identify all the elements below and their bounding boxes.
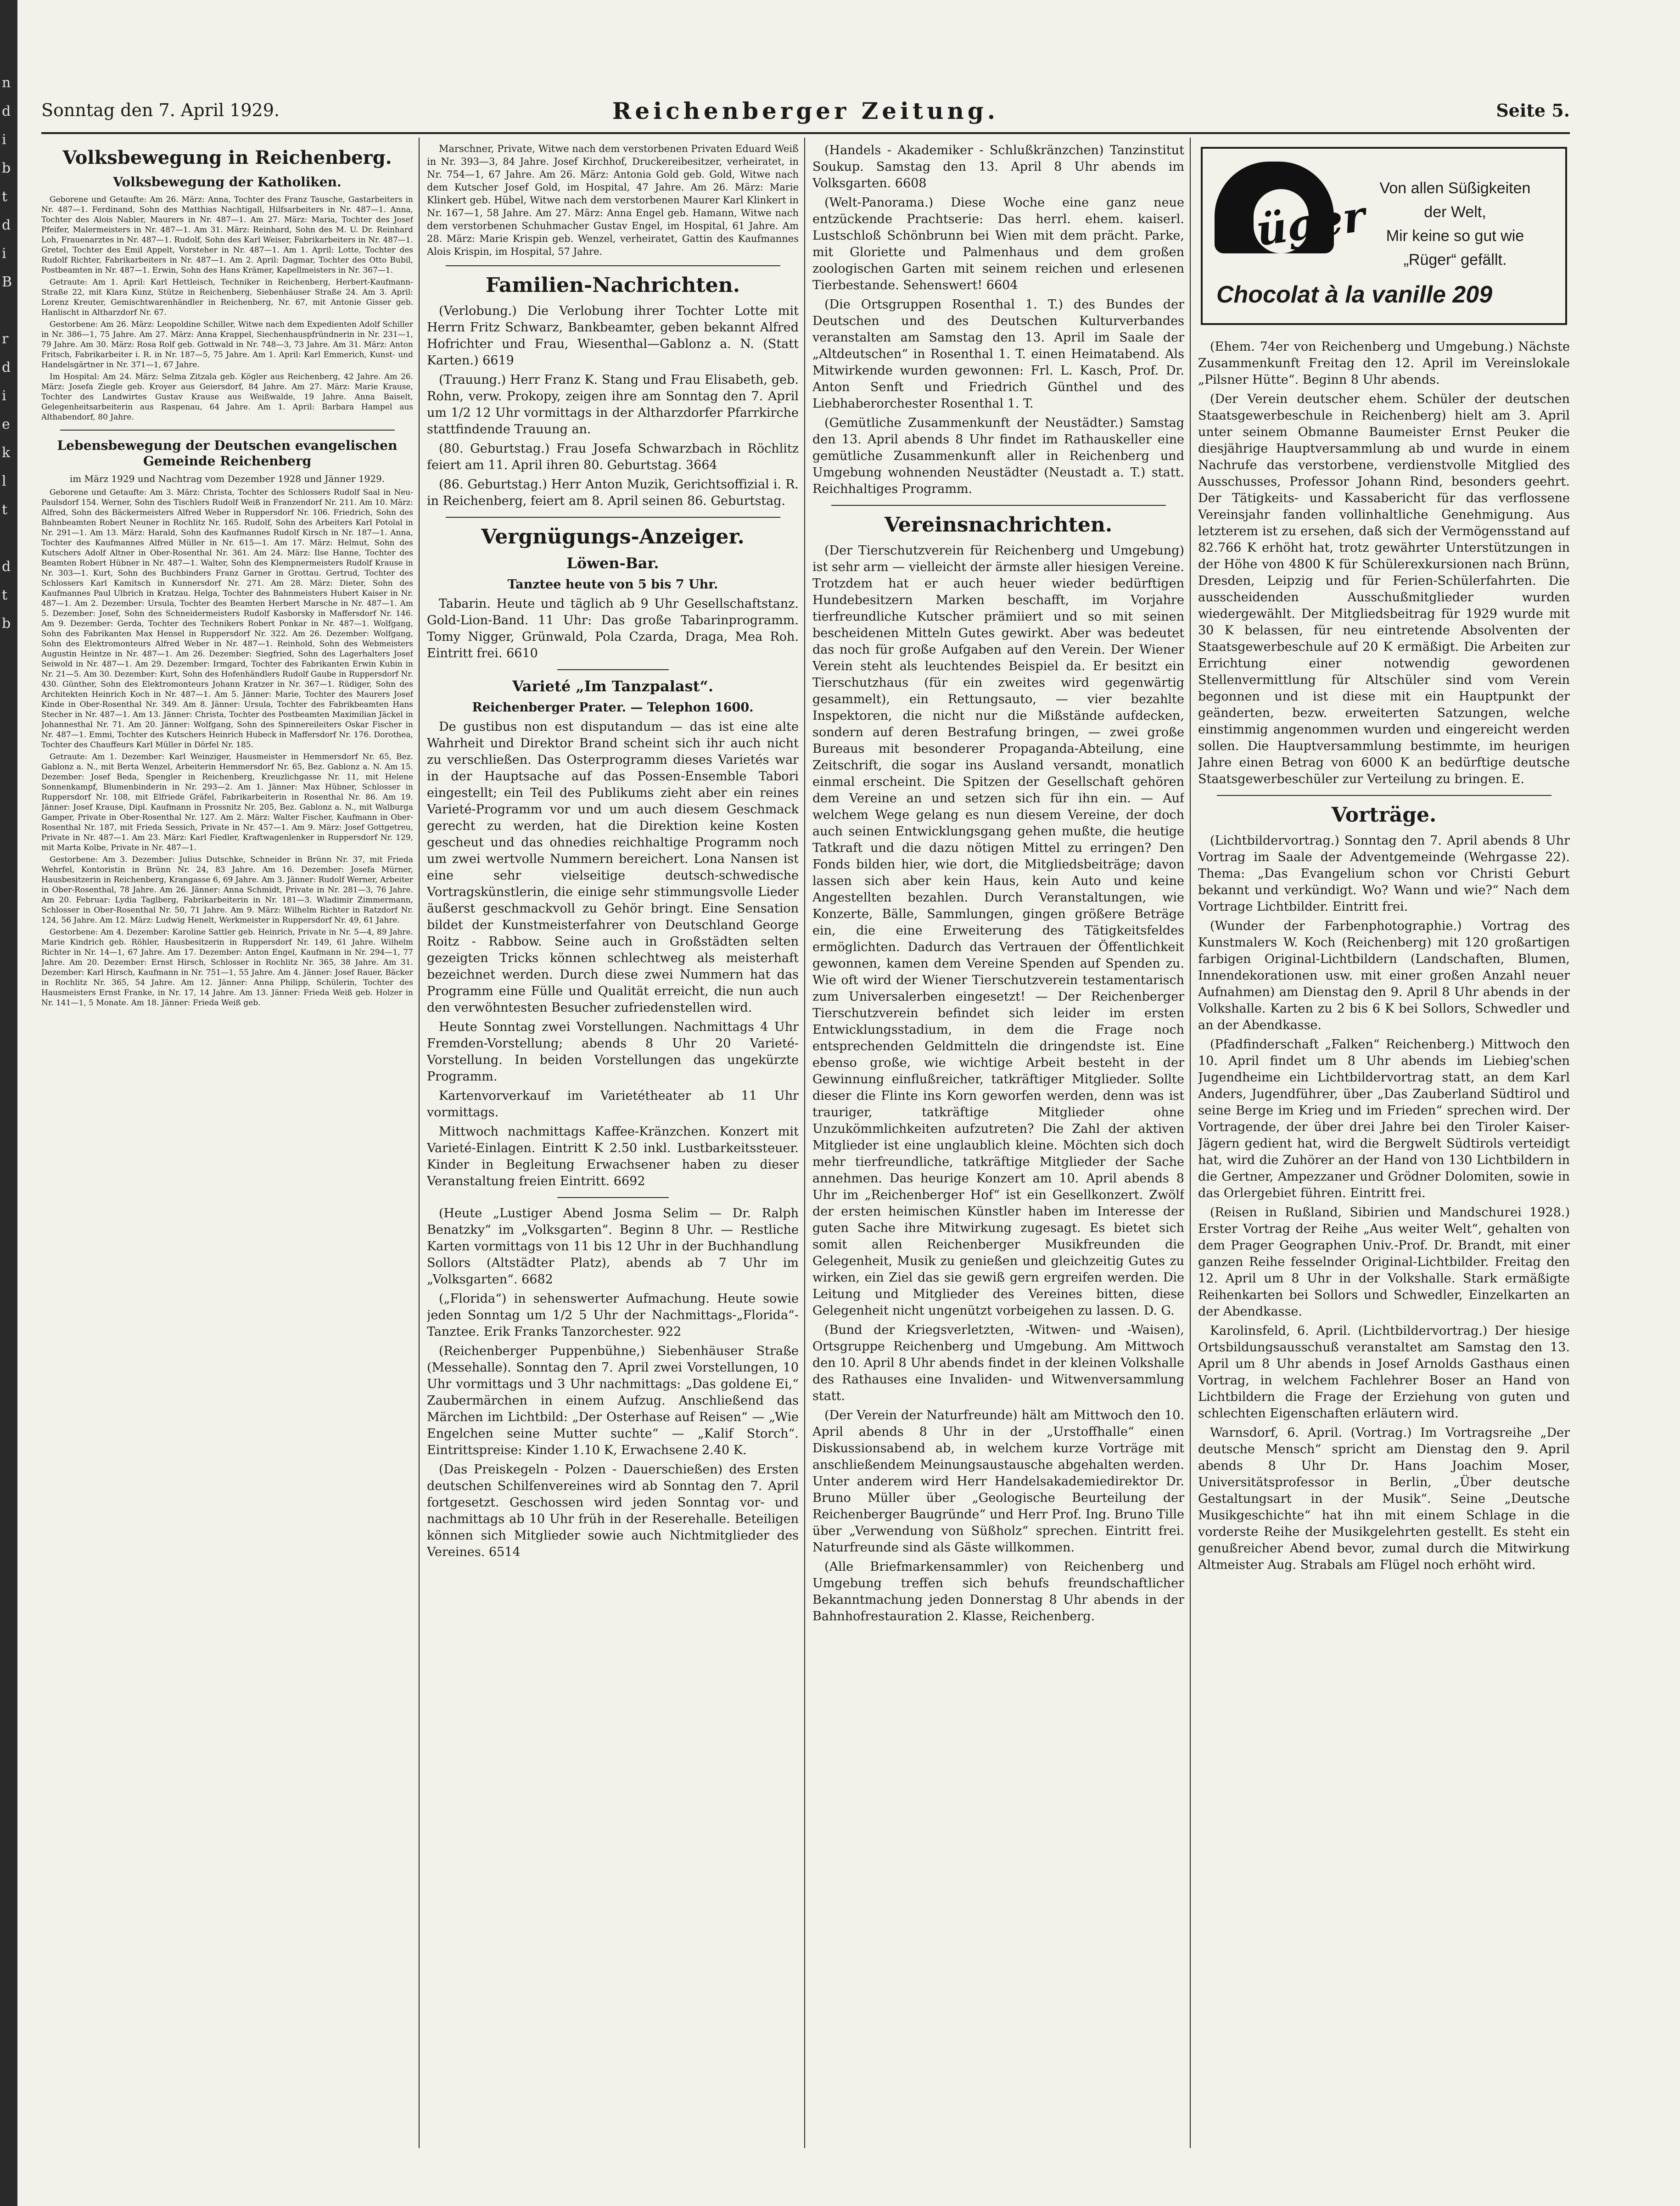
- header-page-number: Seite 5.: [1496, 100, 1570, 121]
- column-vereinsnachrichten: [812, 142, 1184, 2153]
- paragraph: (Reichenberger Puppenbühne,) Siebenhäuser Straße (Messehalle). Sonntag den 7. April zwei Vorstellungen, 10 Uhr vormittags und 3 Uhr nachmittags: „Das goldene Ei,“ Zaubermärchen in einem Aufzug. Anschließend das Märchen im Lichtbild: „Der Osterhase auf Reisen“ — „Wie Engelchen seine Mutter suchte“ — „Kalif Storch“. Eintrittspreise: Kinder 1.10 K, Erwachsene 2.40 K.: [427, 1344, 799, 1457]
- paragraph: (86. Geburtstag.) Herr Anton Muzik, Gerichtsoffizial i. R. in Reichenberg, feiert am 8. April seinen 86. Geburtstag.: [427, 477, 799, 508]
- column-rule-3: [1190, 138, 1191, 2148]
- header-title: Reichenberger Zeitung.: [612, 97, 999, 124]
- column-familie-vergnuegung: [427, 142, 799, 2153]
- header-rule: [41, 132, 1570, 134]
- paragraph: (Bund der Kriegsverletzten, -Witwen- und -Waisen), Ortsgruppe Reichenberg und Umgebung. Am Mittwoch den 10. April 8 Uhr abends findet in der kleinen Volkshalle des Rathauses eine Invaliden- und Witwenversammlung statt.: [812, 1323, 1184, 1403]
- section-title-vergnuegungs-anzeiger: Vergnügungs-Anzeiger.: [481, 525, 745, 549]
- separator: [1217, 795, 1551, 796]
- ad-slogan: [1354, 176, 1556, 272]
- subtitle-evangelisch: im März 1929 und Nachtrag vom Dezember 1928 und Jänner 1929.: [69, 473, 385, 484]
- ad-product-name: Chocolat à la vanille 209: [1216, 281, 1493, 308]
- paragraph: (Alle Briefmarkensammler) von Reichenberg und Umgebung treffen sich behufs freundschaftlicher Bekanntmachung jeden Donnerstag 8 Uhr abends in der Bahnhofrestauration 2. Klasse, Reichenberg.: [812, 1560, 1184, 1624]
- ad-slogan-line: „Rüger“ gefällt.: [1403, 251, 1507, 269]
- subtitle-variete: Varieté „Im Tanzpalast“.: [512, 677, 713, 695]
- paragraph: Tabarin. Heute und täglich ab 9 Uhr Gesellschaftstanz. Gold-Lion-Band. 11 Uhr: Das große Tabarinprogramm. Tomy Nigger, Grünwald, Pola Czarda, Draga, Mea Roh. Eintritt frei. 6610: [427, 597, 799, 661]
- paragraph: (Ehem. 74er von Reichenberg und Umgebung.) Nächste Zusammenkunft Freitag den 12. April im Vereinslokale „Pilsner Hütte“. Beginn 8 Uhr abends.: [1198, 340, 1570, 387]
- column-rule-2: [804, 138, 805, 2148]
- paragraph: (Der Verein der Naturfreunde) hält am Mittwoch den 10. April abends 8 Uhr in der „Urstoffhalle“ einen Diskussionsabend ab, in welchem kurze Vorträge mit anschließendem Meinungsaustausche abgehalten werden. Unter anderem wird Herr Handelsakademiedirektor Dr. Bruno Müller über „Geologische Beurteilung der Reichenberger Baugründe“ und Herr Prof. Ing. Bruno Tille über „Verwendung von Süßholz“ sprechen. Eintritt frei. Naturfreunde sind als Gäste willkommen.: [812, 1408, 1184, 1555]
- section-title-familien-nachrichten: Familien-Nachrichten.: [485, 274, 740, 297]
- paragraph: (Welt-Panorama.) Diese Woche eine ganz neue entzückende Prachtserie: Das herrl. ehem. kaiserl. Lustschloß Schönbrunn bei Wien mit dem prächt. Parke, mit Gloriette und Palmenhaus und dem großen zoologischen Garten mit seinem reichen und erlesenen Tierbestande. Sehenswert! 6604: [812, 196, 1184, 292]
- paragraph: (Das Preiskegeln - Polzen - Dauerschießen) des Ersten deutschen Schilfenvereines wird ab Sonntag den 7. April fortgesetzt. Geschossen wird jeden Sonntag vor- und nachmittags ab 10 Uhr früh in der Reserehalle. Beteiligen können sich Mitglieder sowie auch Nichtmitglieder des Vereines. 6514: [427, 1462, 799, 1559]
- variete-address: Reichenberger Prater. — Telephon 1600.: [472, 700, 754, 715]
- paragraph: (80. Geburtstag.) Frau Josefa Schwarzbach in Röchlitz feiert am 11. April ihren 80. Geburtstag. 3664: [427, 442, 799, 472]
- paragraph: (Reisen in Rußland, Sibirien und Mandschurei 1928.) Erster Vortrag der Reihe „Aus weiter Welt“, gehalten von dem Prager Geographen Univ.-Prof. Dr. Brandt, mit einer ganzen Reihe fesselnder Original-Lichtbilder. Freitag den 12. April um 8 Uhr in der Volkshalle. Stark ermäßigte Reihenkarten bei Sollors und Schwedler, Einzelkarten an der Abendkasse.: [1198, 1205, 1570, 1319]
- ad-brand-logo: Rüger: [1218, 191, 1368, 261]
- separator: [557, 1197, 669, 1198]
- paragraph: („Florida“) in sehenswerter Aufmachung. Heute sowie jeden Sonntag um 1/2 5 Uhr der Nachmittags-„Florida“-Tanztee. Erik Franks Tanzorchester. 922: [427, 1292, 799, 1339]
- paragraph: Kartenvorverkauf im Varietétheater ab 11 Uhr vormittags.: [427, 1089, 799, 1120]
- paragraph: (Handels - Akademiker - Schlußkränzchen) Tanzinstitut Soukup. Samstag den 13. April 8 Uhr abends im Volksgarten. 6608: [812, 143, 1184, 190]
- paragraph: (Heute „Lustiger Abend Josma Selim — Dr. Ralph Benatzky“ im „Volksgarten“. Beginn 8 Uhr. — Restliche Karten vormittags von 11 bis 12 Uhr in der Buchhandlung Sollors (Altstädter Platz), abends ab 7 Uhr im „Volksgarten“. 6682: [427, 1206, 799, 1287]
- paragraph: (Pfadfinderschaft „Falken“ Reichenberg.) Mittwoch den 10. April findet um 8 Uhr abends im Liebieg'schen Jugendheime ein Lichtbildervortrag statt, an dem Karl Anders, Jugendführer, über „Das Zauberland Südtirol und seine Berge im Krieg und im Frieden“ sprechen wird. Der Vortragende, der über drei Jahre bei den Tiroler Kaiser-Jägern gedient hat, wird die Bergwelt Südtirols verteidigt hat, wird die Zuhörer an der Hand von 130 Lichtbildern in die Gertner, Ampezzaner und Grödner Dolomiten, sowie in das Orlergebiet führen. Eintritt frei.: [1198, 1037, 1570, 1200]
- paragraph: Gestorbene: Am 26. März: Leopoldine Schiller, Witwe nach dem Expedienten Adolf Schiller in Nr. 386—1, 75 Jahre. Am 27. März: Anna Krappel, Siechenhauspfründnerin in Nr. 231—1, 79 Jahre. Am 30. März: Rosa Rolf geb. Gottwald in Nr. 748—3, 73 Jahre. Am 31. März: Anton Fritsch, Fabrikarbeiter i. R. in Nr. 187—5, 75 Jahre. Am 1. April: Karl Emmerich, Kunst- und Handelsgärtner in Nr. 371—1, 67 Jahre.: [41, 320, 413, 370]
- paragraph: (Wunder der Farbenphotographie.) Vortrag des Kunstmalers W. Koch (Reichenberg) mit 120 großartigen farbigen Original-Lichtbildern (Landschaften, Blumen, Innendekorationen usw. mit einer großen Anzahl neuer Aufnahmen) am Dienstag den 9. April 8 Uhr abends in der Volkshalle. Karten zu 2 bis 6 K bei Sollors, Schwedler und an der Abendkasse.: [1198, 919, 1570, 1032]
- separator: [557, 669, 669, 670]
- separator: [831, 505, 1166, 506]
- section-title-volksbewegung: Volksbewegung in Reichenberg.: [62, 147, 392, 168]
- rueger-chocolate-advertisement: [1201, 147, 1567, 325]
- paragraph: Geborene und Getaufte: Am 26. März: Anna, Tochter des Franz Tausche, Gastarbeiters in Nr. 487—1. Ferdinand, Sohn des Matthias Nachtigall, Hilfsarbeiters in Nr. 487—1. Anna, Tochter des Alois Nabler, Maurers in Nr. 487—1. Am 27. März: Maria, Tochter des Josef Pfeifer, Malermeisters in Nr. 487—1. Am 31. März: Reinhard, Sohn des M. U. Dr. Reinhard Loh, Frauenarztes in Nr. 487—1. Rudolf, Sohn des Karl Weiser, Fabrikarbeiters in Nr. 487—1. Gretel, Tochter des Emil Appelt, Vorsteher in Nr. 487—1. Am 1. April: Lotte, Tochter des Rudolf Richter, Fabrikarbeiters in Nr. 487—1. Am 2. April: Dagmar, Tochter des Otto Bubil, Postbeamten in Nr. 487—1. Erwin, Sohn des Hans Krämer, Kapellmeisters in Nr. 367—1.: [41, 195, 413, 275]
- paragraph: Getraute: Am 1. Dezember: Karl Weinziger, Hausmeister in Hemmersdorf Nr. 65, Bez. Gablonz a. N., mit Berta Wenzel, Arbeiterin Hemmersdorf Nr. 65, Bez. Gablonz a. N. Am 15. Dezember: Josef Beda, Spengler in Reichenberg, Kreuzlichgasse Nr. 11, mit Helene Sonnenkampf, Blumenbinderin in Nr. 293—2. Am 1. Jänner: Max Hübner, Schlosser in Ruppersdorf Nr. 108, mit Elfriede Gräfel, Fabrikarbeiterin in Rosenthal Nr. 86. Am 19. Jänner: Josef Krause, Dipl. Kaufmann in Prossnitz Nr. 205, Bez. Gablonz a. N., mit Walburga Gamper, Private in Ober-Rosenthal Nr. 127. Am 2. März: Walter Fischer, Kaufmann in Ober-Rosenthal Nr. 187, mit Frieda Sessich, Private in Nr. 457—1. Am 9. März: Josef Gottgetreu, Private in Nr. 487—1. Am 23. März: Karl Fiedler, Kraftwagenlenker in Ruppersdorf Nr. 129, mit Marta Kolbe, Private in Nr. 487—1.: [41, 752, 413, 852]
- section-title-evangelisch: Lebensbewegung der Deutschen evangelischen Gemeinde Reichenberg: [57, 438, 398, 469]
- paragraph: Geborene und Getaufte: Am 3. März: Christa, Tochter des Schlossers Rudolf Saal in Neu-Paulsdorf 154. Werner, Sohn des Tischlers Rudolf Weiß in Franzendorf Nr. 211. Am 10. März: Alfred, Sohn des Bäckermeisters Alfred Weber in Ruppersdorf Nr. 106. Friedrich, Sohn des Bahnbeamten Robert Neuner in Rochlitz Nr. 165. Rudolf, Sohn des Arbeiters Karl Potolal in Nr. 291—1. Am 13. März: Harald, Sohn des Kaufmannes Rudolf Kirsch in Nr. 187—1. Anna, Tochter des Kaufmannes Alfred Müller in Nr. 615—1. Am 17. März: Helmut, Sohn des Kutschers Adolf Altner in Ober-Rosenthal Nr. 361. Am 24. März: Ilse Hanne, Tochter des Beamten Robert Hübner in Nr. 487—1. Walter, Sohn des Klempnermeisters Rudolf Krause in Nr. 303—1. Kurt, Sohn des Buchbinders Franz Garner in Grottau. Gertrud, Tochter des Schlossers Karl Kamitsch in Kunnersdorf Nr. 271. Am 28. März: Dieter, Sohn des Kaufmannes Paul Ulbrich in Kratzau. Helga, Tochter des Bahnmeisters Hubert Kaiser in Nr. 487—1. Am 2. Dezember: Ursula, Tochter des Beamten Herbert Marsche in Nr. 487—1. Am 5. Dezember: Josef, Sohn des Schneidermeisters Rudolf Kasborsky in Maffersdorf Nr. 146. Am 9. Dezember: Gerda, Tochter des Technikers Robert Ponkar in Nr. 487—1. Wolfgang, Sohn des Fabrikanten Max Hensel in Ruppersdorf Nr. 322. Am 26. Dezember: Wolfgang, Sohn des Elektromonteurs Alfred Weber in Nr. 487—1. Reinhold, Sohn des Webmeisters Augustin Heintze in Nr. 487—1. Am 26. Dezember: Siegfried, Sohn des Lagerhalters Josef Seiwold in Nr. 487—1. Am 29. Dezember: Irmgard, Tochter des Fabrikanten Erwin Kubin in Nr. 21—5. Am 30. Dezember: Kurt, Sohn des Hofenhändlers Rudolf Gaube in Ruppersdorf Nr. 430. Günther, Sohn des Elektromonteurs Johann Kratzer in Nr. 367—1. Rüdiger, Sohn des Architekten Heinrich Koch in Nr. 487—1. Am 5. Jänner: Marie, Tochter des Maurers Josef Kinde in Ober-Rosenthal Nr. 349. Am 8. Jänner: Ursula, Tochter des Fabrikbeamten Hans Stecher in Nr. 487—1. Am 13. Jänner: Christa, Tochter des Postbeamten Maximilian Jäckel in Johannesthal Nr. 71. Am 20. Jänner: Wolfgang, Sohn des Spinnereileiters Oskar Fischer in Nr. 487—1. Emmi, Tochter des Kutschers Heinrich Hubeck in Maffersdorf Nr. 176. Dorothea, Tochter des Chauffeurs Karl Müller in Dörfel Nr. 185.: [41, 488, 413, 750]
- paragraph: Getraute: Am 1. April: Karl Hettleisch, Techniker in Reichenberg, Herbert-Kaufmann-Straße 22, mit Klara Kunz, Stütze in Reichenberg, Siebenhäuser Straße 24. Am 3. April: Lorenz Kreuter, Gemischtwarenhändler in Reichenberg, Nr. 67, mit Antonie Gisser geb. Hanlischt in Altharzdorf Nr. 67.: [41, 278, 413, 317]
- separator: [446, 265, 780, 266]
- paragraph: Gestorbene: Am 4. Dezember: Karoline Sattler geb. Heinrich, Private in Nr. 5—4, 89 Jahre. Marie Kindrich geb. Röhler, Hausbesitzerin in Ruppersdorf Nr. 149, 61 Jahre. Wilhelm Richter in Nr. 14—1, 67 Jahre. Am 17. Dezember: Anton Engel, Kaufmann in Nr. 294—1, 77 Jahre. Am 20. Dezember: Ernst Hirsch, Schlosser in Rochlitz Nr. 365, 38 Jahre. Am 31. Dezember: Karl Hirsch, Kaufmann in Nr. 751—1, 55 Jahre. Am 4. Jänner: Josef Rauer, Bäcker in Rochlitz Nr. 365, 54 Jahre. Am 12. Jänner: Anna Philipp, Schülerin, Tochter des Hausmeisters Ernst Franke, in Nr. 17, 14 Jahre. Am 13. Jänner: Frieda Weiß geb. Holzer in Nr. 141—1, 5 Monate. Am 18. Jänner: Frieda Weiß geb.: [41, 928, 413, 1008]
- page-header: [41, 97, 1570, 132]
- paragraph: (Trauung.) Herr Franz K. Stang und Frau Elisabeth, geb. Rohn, verw. Prokopy, zeigen ihre am Sonntag den 7. April um 1/2 12 Uhr vormittags in der Altharzdorfer Pfarrkirche stattfindende Trauung an.: [427, 373, 799, 437]
- paragraph: (Lichtbildervortrag.) Sonntag den 7. April abends 8 Uhr Vortrag im Saale der Adventgemeinde (Wehrgasse 22). Thema: „Das Evangelium schon vor Christi Geburt bekannt und verkündigt. Wo? Wann und wie?“ Nach dem Vortrage Lichtbilder. Eintritt frei.: [1198, 834, 1570, 914]
- ad-slogan-line: Mir keine so gut wie: [1386, 227, 1524, 245]
- edge-letters: n d i b t d i B r d i e k l t d t b: [2, 75, 12, 632]
- ad-slogan-line: der Welt,: [1424, 203, 1486, 221]
- scan-edge-strip: [0, 0, 17, 2206]
- paragraph: Warnsdorf, 6. April. (Vortrag.) Im Vortragsreihe „Der deutsche Mensch“ spricht am Dienstag den 9. April abends 8 Uhr Dr. Hans Joachim Moser, Universitätsprofessor in Berlin, „Über deutsche Gestaltungsart in der Musik“. Seine „Deutsche Musikgeschichte“ hat ihn mit einem Schlage in die vorderste Reihe der Musikgelehrten gestellt. Es steht ein genußreicher Abend bevor, zumal durch die Mitwirkung Altmeister Aug. Strabals am Flügel noch erhöht wird.: [1198, 1426, 1570, 1572]
- subtitle-loewen-bar: Löwen-Bar.: [566, 554, 659, 572]
- newspaper-page: [41, 92, 1570, 2157]
- column-volksbewegung: [41, 142, 413, 2153]
- paragraph: (Der Verein deutscher ehem. Schüler der deutschen Staatsgewerbeschule in Reichenberg) hielt am 3. April unter seinem Obmanne Baumeister Ernst Peuker die diesjährige Hauptversammlung ab und wurde in einem Nachrufe das verstorbene, verdienstvolle Mitglied des Ausschusses, Professor Johann Rind, besonders geehrt. Der Tätigkeits- und Kassabericht für das verflossene Vereinsjahr fanden vollinhaltliche Genehmigung. Aus letzterem ist zu ersehen, daß sich der Vermögensstand auf 82.766 K erhöht hat, trotz gewährter Unterstützungen in der Höhe von 4800 K für Schülerexkursionen nach Brünn, Dresden, Leipzig und für Ferien-Schülerfahrten. Die ausscheidenden Ausschußmitglieder wurden wiedergewählt. Der Mitgliedsbeitrag für 1929 wurde mit 30 K belassen, für neu eintretende Absolventen der Staatsgewerbeschule auf 20 K ermäßigt. Die Arbeiten zur Errichtung einer notwendig gewordenen Stellenvermittlung für Altschüler sind vom Verein begonnen und ist diese mit ein Hauptpunkt der geänderten, bezw. erweiterten Satzungen, welche einstimmig angenommen wurden und eingereicht werden sollen. Die Hauptversammlung bestimmte, im heurigen Jahre einen Betrag von 6000 K an bedürftige deutsche Staatsgewerbeschüler zur Verteilung zu bringen. E.: [1198, 392, 1570, 786]
- paragraph: Im Hospital: Am 24. März: Selma Zitzala geb. Kögler aus Reichenberg, 42 Jahre. Am 26. März: Josefa Ziegle geb. Kroyer aus Geiersdorf, 84 Jahre. Am 27. März: Marie Krause, Tochter des Landwirtes Gustav Krause aus Weißwalde, 19 Jahre. Anna Baiselt, Gelegenheitsarbeiterin aus Raspenau, 64 Jahre. Am 1. April: Barbara Hampel aus Althabendorf, 80 Jahre.: [41, 372, 413, 422]
- subtitle-katholiken: Volksbewegung der Katholiken.: [113, 174, 342, 190]
- section-title-vereinsnachrichten: Vereinsnachrichten.: [884, 513, 1113, 537]
- paragraph: Heute Sonntag zwei Vorstellungen. Nachmittags 4 Uhr Fremden-Vorstellung; abends 8 Uhr 20 Varieté-Vorstellung. In beiden Vorstellungen das ungekürzte Programm.: [427, 1020, 799, 1084]
- paragraph: (Die Ortsgruppen Rosenthal 1. T.) des Bundes der Deutschen und des Deutschen Kulturverbandes veranstalten am Samstag den 13. April im Saale der „Altdeutschen“ in Rosenthal 1. T. einen Heimatabend. Als Mitwirkende wurden gewonnen: Frl. L. Kasch, Prof. Dr. Anton Senft und Friedrich Günthel und des Liebhaberorchester Rosenthal 1. T.: [812, 297, 1184, 411]
- ad-slogan-line: Von allen Süßigkeiten: [1379, 179, 1531, 197]
- section-title-vortraege: Vorträge.: [1331, 803, 1437, 827]
- paragraph: Tanztee heute von 5 bis 7 Uhr.: [507, 577, 718, 592]
- paragraph: Gestorbene: Am 3. Dezember: Julius Dutschke, Schneider in Brünn Nr. 37, mit Frieda Wehrfel, Kontoristin in Brünn Nr. 24, 83 Jahre. Am 16. Dezember: Josefa Mürner, Hausbesitzerin in Reichenberg, Krangasse 6, 69 Jahre. Am 3. Jänner: Rudolf Werner, Arbeiter in Ober-Rosenthal, 78 Jahre. Am 26. Jänner: Anna Schmidt, Private in Nr. 281—3, 76 Jahre. Am 20. Februar: Lydia Taglberg, Fabrikarbeiterin in Nr. 181—3. Wladimir Zimmermann, Schlosser in Ober-Rosenthal Nr. 50, 71 Jahre. Am 9. März: Wilhelm Richter in Ratzdorf Nr. 124, 56 Jahre. Am 12. März: Ludwig Henelt, Werkmeister in Ruppersdorf Nr. 49, 61 Jahre.: [41, 855, 413, 925]
- column-rule-1: [419, 138, 420, 2148]
- paragraph: De gustibus non est disputandum — das ist eine alte Wahrheit und Direktor Brand scheint sich ihr auch nicht zu verschließen. Das Osterprogramm dieses Varietés war in der Hauptsache auf das Possen-Ensemble Tabori eingestellt; ein Teil des Publikums zieht aber ein reines Varieté-Programm vor und um auch diesem Geschmack gerecht zu werden, hat die Direktion keine Kosten gescheut und das ohnedies reichhaltige Programm noch um zwei wertvolle Nummern bereichert. Lona Nansen ist eine sehr vielseitige deutsch-schwedische Vortragskünstlerin, die einige sehr stimmungsvolle Lieder äußerst geschmackvoll zu Gehör bringt. Eine Sensation bildet der Kunstmeisterfahrer von Deutschland George Roitz - Rabbow. Seine auch in Großstädten selten gezeigten Tricks können schlechtweg als meisterhaft bezeichnet werden. Durch diese zwei Nummern hat das Programm eine Fülle und Qualität erreicht, die nun auch den verwöhntesten Besucher zufriedenstellen wird.: [427, 720, 799, 1015]
- paragraph: (Der Tierschutzverein für Reichenberg und Umgebung) ist sehr arm — vielleicht der ärmste aller hiesigen Vereine. Trotzdem hat er auch heuer wieder bedürftigen Hundebesitzern Marken beschafft, im Vorjahre tierfreundliche Kutscher prämiiert und so mit seinen bescheidenen Mitteln Gutes gewirkt. Aber was bedeutet das noch für große Aufgaben auf den Verein. Der Wiener Verein steht als leuchtendes Beispiel da. Er besitzt ein Tierschutzhaus (für ein zweites wird gegenwärtig gesammelt), ein Rettungsauto, — vier bezahlte Inspektoren, die nicht nur die Mißstände aufdecken, sondern auf deren Bestrafung bringen, — zwei große Bureaus mit besonderer Propaganda-Abteilung, eine Zeitschrift, die sogar ins Ausland versandt, monatlich einmal erscheint. Die Spitzen der Gesellschaft gehören dem Vereine an und setzen sich für ihn ein. — Auf welchem Wege gelang es nun diesem Vereine, der doch auch seinen Entwicklungsgang gehen mußte, die heutige Tatkraft und die dazu nötigen Mittel zu erringen? Den Fonds bilden hier, wie dort, die Mitgliedsbeiträge; davon lassen sich aber kein Haus, kein Auto und keine Angestellten bezahlen. Durch Veranstaltungen, wie Konzerte, Bälle, Sammlungen, gingen größere Beträge ein, die eine Erweiterung des Tätigkeitsfeldes ermöglichten. Dadurch das Vertrauen der Öffentlichkeit gewonnen, kamen dem Vereine Spenden auf Spenden zu. Wie oft wird der Wiener Tierschutzverein testamentarisch zum Universalerben eingesetzt! — Der Reichenberger Tierschutzverein befindet sich leider im ersten Entwicklungsstadium, in dem die Frage noch entsprechenden Geldmitteln die dringendste ist. Eine ebenso große, wie wichtige Arbeit besteht in der Gewinnung einflußreicher, tatkräftiger Mitglieder. Sollte dieser die Flinte ins Korn geworfen werden, denn was ist trauriger, tatkräftige Mitglieder ohne Unzukömmlichkeiten aufzutreten? Die Zahl der aktiven Mitglieder ist eine unglaublich kleine. Möchten sich doch mehr tierfreundliche, tatkräftige Mitglieder der Sache annehmen. Das heurige Konzert am 10. April abends 8 Uhr im „Reichenberger Hof“ ist ein Gesellkonzert. Zwölf der ersten heimischen Künstler haben im Interesse der guten Sache ihre Mitwirkung zugesagt. Es bietet sich somit allen Reichenberger Musikfreunden die Gelegenheit, Musik zu genießen und gleichzeitig Gutes zu wirken, ein Ziel das sie gewiß gern ergreifen werden. Die Leitung und Mitglieder des Vereines bitten, diese Gelegenheit nicht ungenützt vorbeigehen zu lassen. D. G.: [812, 543, 1184, 1318]
- paragraph: Mittwoch nachmittags Kaffee-Kränzchen. Konzert mit Varieté-Einlagen. Eintritt K 2.50 inkl. Lustbarkeitssteuer. Kinder in Begleitung Erwachsener haben zu dieser Veranstaltung freien Eintritt. 6692: [427, 1125, 799, 1188]
- separator: [60, 430, 395, 431]
- paragraph: Karolinsfeld, 6. April. (Lichtbildervortrag.) Der hiesige Ortsbildungsausschuß veranstaltet am Samstag den 13. April um 8 Uhr abends in Josef Arnolds Gasthaus einen Vortrag, in welchem Fachlehrer Boser an Hand von Lichtbildern die Frage der Erziehung von guten und schlechten Eigenschaften erläutern wird.: [1198, 1324, 1570, 1421]
- column-vortraege: [1198, 147, 1570, 2157]
- header-date: Sonntag den 7. April 1929.: [41, 100, 280, 120]
- paragraph: (Gemütliche Zusammenkunft der Neustädter.) Samstag den 13. April abends 8 Uhr findet im Rathauskeller eine gemütliche Zusammenkunft aller in Reichenberg und Umgebung wohnenden Neustädter (Neustadt a. T.) statt. Reichhaltiges Programm.: [812, 416, 1184, 496]
- paragraph: Marschner, Private, Witwe nach dem verstorbenen Privaten Eduard Weiß in Nr. 393—3, 84 Jahre. Josef Kirchhof, Druckereibesitzer, verheiratet, in Nr. 754—1, 67 Jahre. Am 26. März: Antonia Gold geb. Gold, Witwe nach dem Kutscher Josef Gold, im Hospital, 47 Jahre. Am 26. März: Marie Klinkert geb. Hübel, Witwe nach dem verstorbenen Maurer Karl Klinkert in Nr. 167—1, 58 Jahre. Am 27. März: Anna Engel geb. Hamann, Witwe nach dem verstorbenen Schuhmacher Gustav Engel, im Hospital, 61 Jahre. Am 28. März: Marie Krispin geb. Wenzel, verheiratet, Gattin des Kaufmannes Alois Krispin, im Hospital, 57 Jahre.: [427, 143, 799, 257]
- separator: [446, 517, 780, 518]
- paragraph: (Verlobung.) Die Verlobung ihrer Tochter Lotte mit Herrn Fritz Schwarz, Bankbeamter, geben bekannt Alfred Hofrichter und Frau, Wiesenthal—Gablonz a. N. (Statt Karten.) 6619: [427, 304, 799, 368]
